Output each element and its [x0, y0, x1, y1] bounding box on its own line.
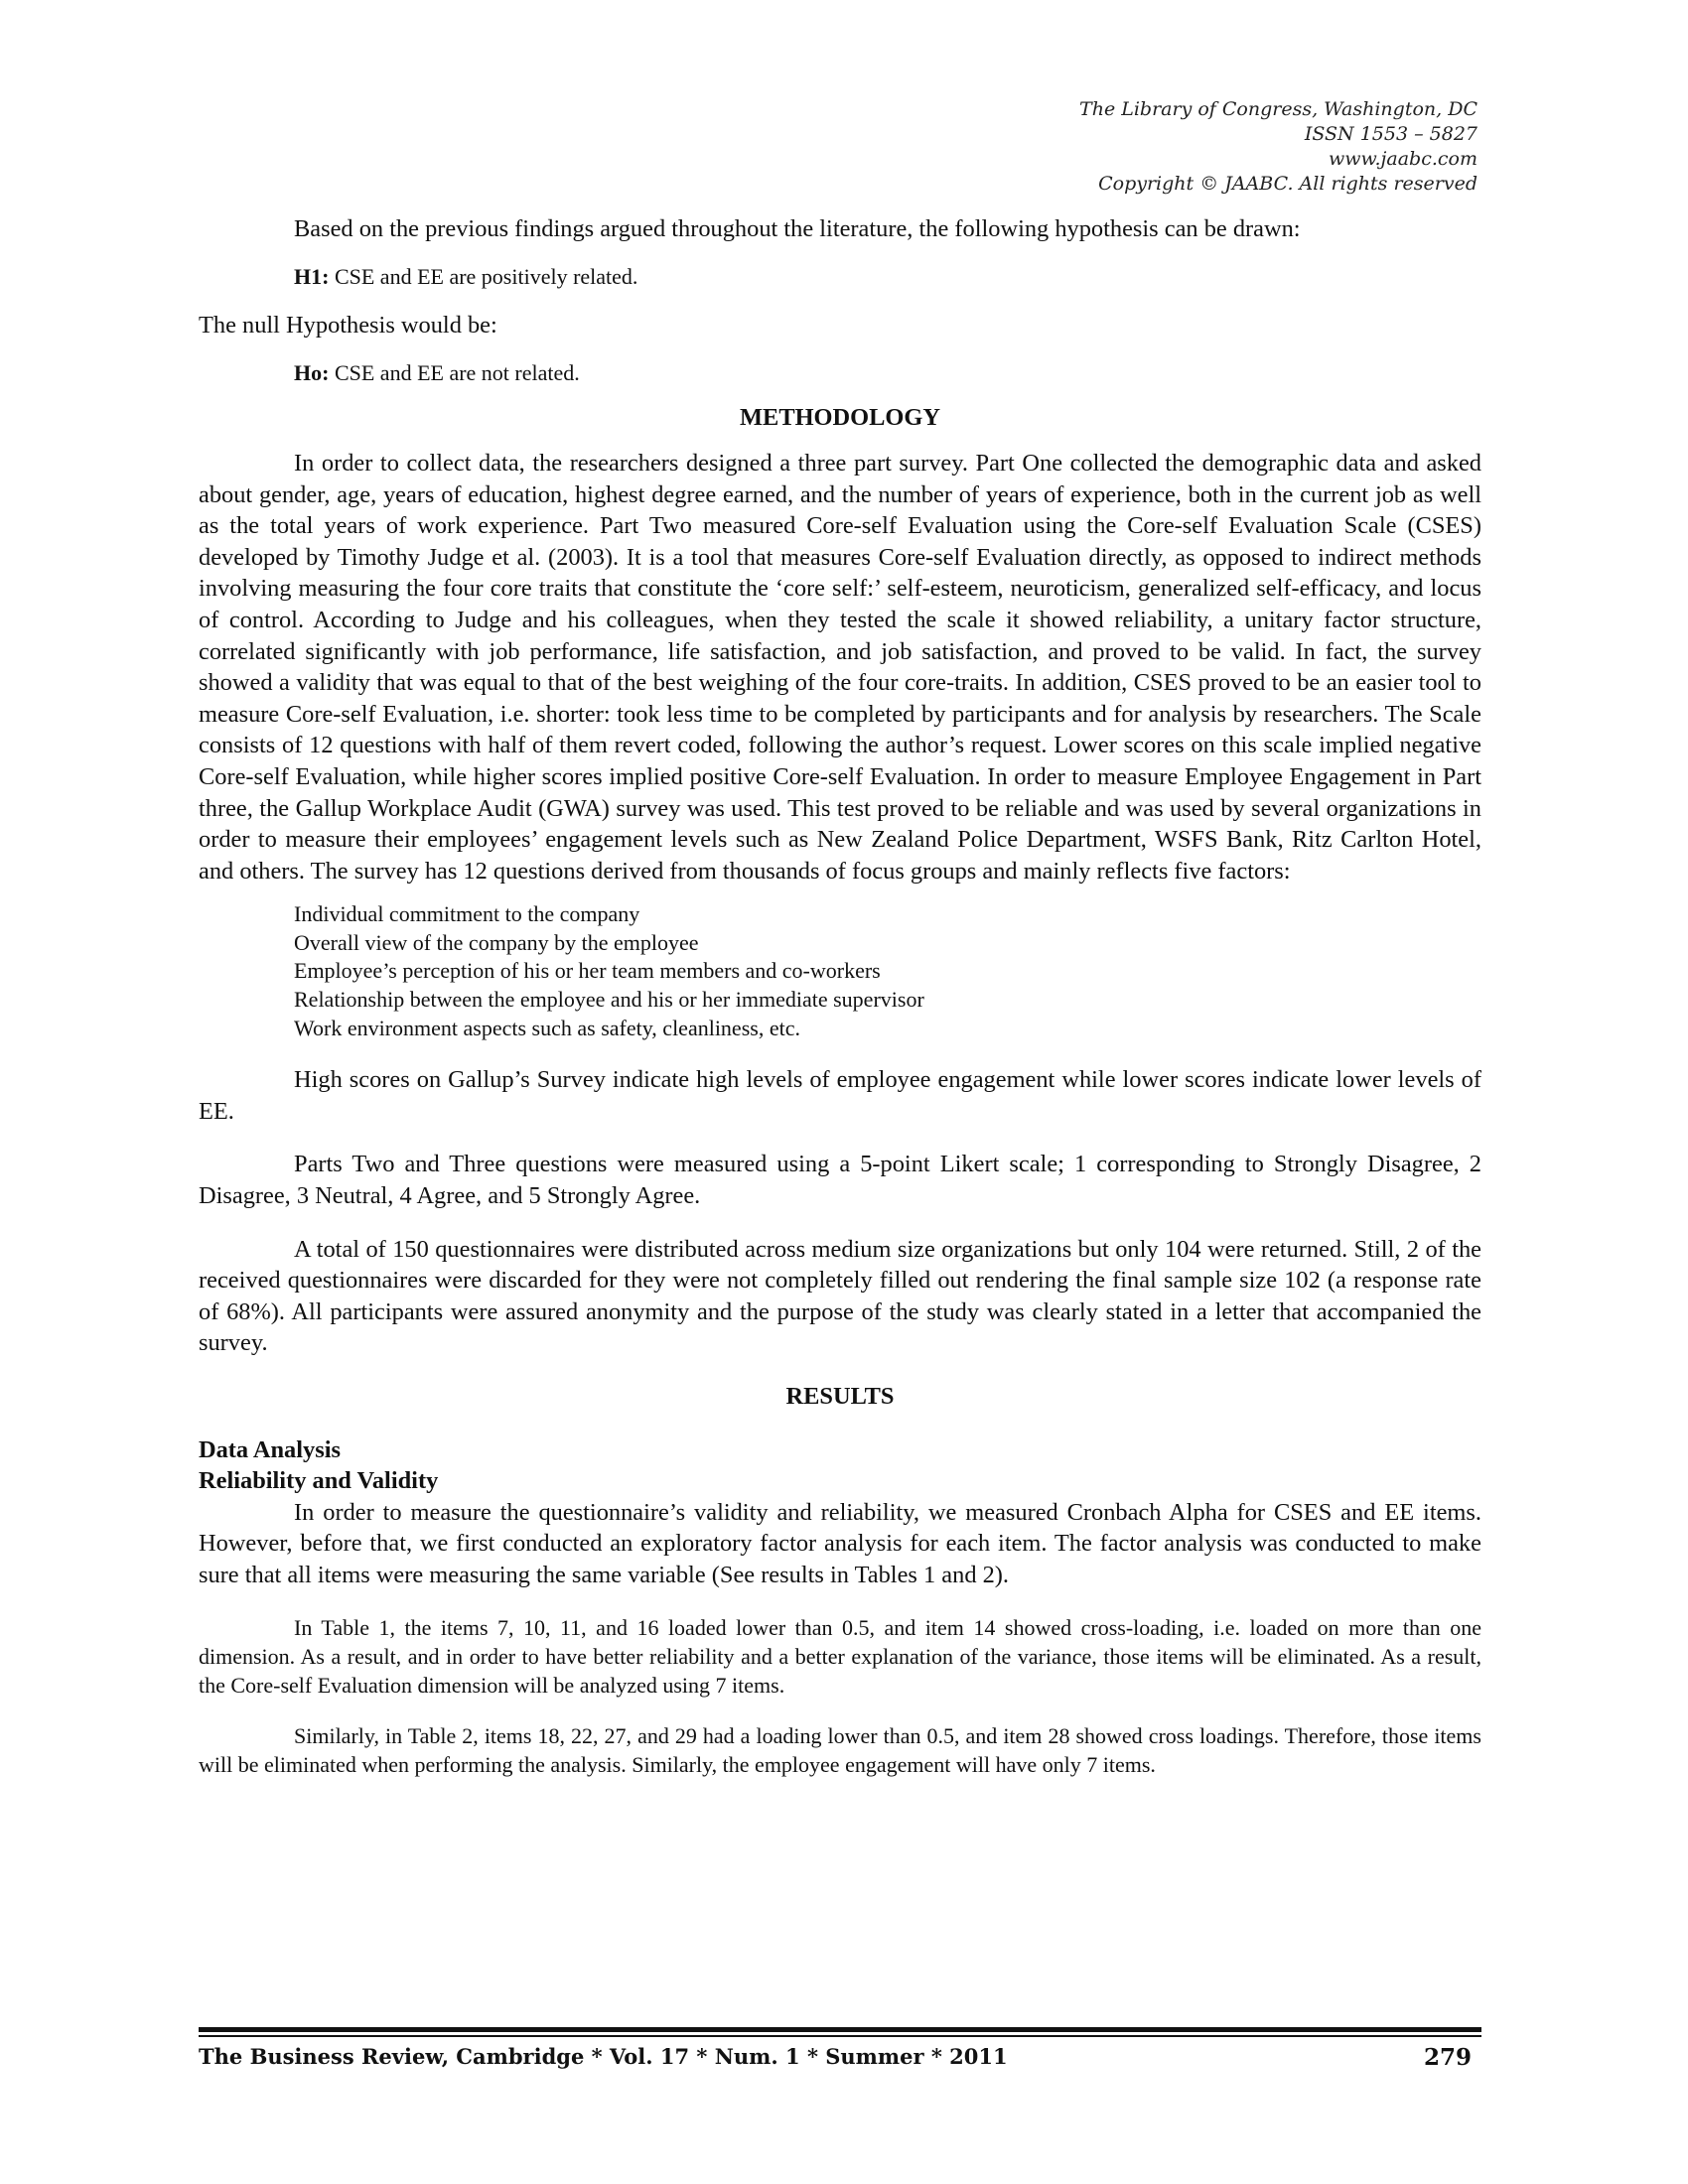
results-paragraph-2: In Table 1, the items 7, 10, 11, and 16 loaded lower than 0.5, and item 14 showed cross-loading, i.e. loaded on more than one dimension. As a result, and in order to have better reliability and a better explanation of the variance, those items will be eliminated. As a result, the Core-self Evaluation dimension will be analyzed using 7 items.: [199, 1614, 1481, 1698]
body-content: [199, 213, 1481, 1779]
factor-item: Employee’s perception of his or her team members and co-workers: [294, 958, 881, 984]
running-header: [1079, 97, 1477, 197]
hypothesis-h0-label: Ho:: [294, 359, 330, 385]
header-line-website: www.jaabc.com: [1328, 148, 1477, 170]
hypothesis-h0-text: CSE and EE are not related.: [329, 359, 580, 385]
methodology-heading: METHODOLOGY: [740, 404, 940, 432]
header-line-issn: ISSN 1553 – 5827: [1304, 123, 1477, 145]
header-line-library: The Library of Congress, Washington, DC: [1079, 98, 1477, 120]
methodology-paragraph-4: A total of 150 questionnaires were distributed across medium size organizations but only 104 were returned. Still, 2 of the received questionnaires were discarded for they were not completely filled out rendering the final sample size 102 (a response rate of 68%). All participants were assured anonymity and the purpose of the study was clearly stated in a letter that accompanied the survey.: [199, 1235, 1481, 1357]
methodology-paragraph-1: In order to collect data, the researchers designed a three part survey. Part One collected the demographic data and asked about gender, age, years of education, highest degree earned, and the number of years of experience, both in the current job as well as the total years of work experience. Part Two measured Core-self Evaluation using the Core-self Evaluation Scale (CSES) developed by Timothy Judge et al. (2003). It is a tool that measures Core-self Evaluation directly, as opposed to indirect methods involving measuring the four core traits that constitute the ‘core self:’ self-esteem, neuroticism, generalized self-efficacy, and locus of control. According to Judge and his colleagues, when they tested the scale it showed reliability, a unitary factor structure, correlated significantly with job performance, life satisfaction, and job satisfaction, and proved to be valid. In fact, the survey showed a validity that was equal to that of the best weighing of the four core-traits. In addition, CSES proved to be an easier tool to measure Core-self Evaluation, i.e. shorter: took less time to be completed by participants and for analysis by researchers. The Scale consists of 12 questions with half of them revert coded, following the author’s request. Lower scores on this scale implied negative Core-self Evaluation, while higher scores implied positive Core-self Evaluation. In order to measure Employee Engagement in Part three, the Gallup Workplace Audit (GWA) survey was used. This test proved to be reliable and was used by several organizations in order to measure their employees’ engagement levels such as New Zealand Police Department, WSFS Bank, Ritz Carlton Hotel, and others. The survey has 12 questions derived from thousands of focus groups and mainly reflects five factors:: [199, 449, 1481, 885]
footer-journal-info: The Business Review, Cambridge * Vol. 17 * Num. 1 * Summer * 2011: [199, 2044, 1008, 2069]
hypothesis-h1-label: H1:: [294, 263, 330, 289]
page-number: 279: [1423, 2044, 1472, 2071]
factor-item: Overall view of the company by the employee: [294, 929, 699, 955]
factor-item: Work environment aspects such as safety, cleanliness, etc.: [294, 1015, 800, 1040]
methodology-paragraph-2: High scores on Gallup’s Survey indicate high levels of employee engagement while lower scores indicate lower levels of EE.: [199, 1066, 1481, 1125]
results-heading: RESULTS: [785, 1383, 895, 1410]
null-hypothesis-intro: The null Hypothesis would be:: [199, 312, 497, 340]
hypothesis-h0: [294, 357, 1481, 389]
footer-rule-thick: [199, 2027, 1481, 2032]
subheading-reliability-validity: Reliability and Validity: [199, 1467, 439, 1495]
results-paragraph-3: Similarly, in Table 2, items 18, 22, 27, and 29 had a loading lower than 0.5, and item 28 showed cross loadings. Therefore, those items will be eliminated when performing the analysis. Similarly, the employee engagement will have only 7 items.: [199, 1722, 1481, 1777]
results-paragraph-1: In order to measure the questionnaire’s validity and reliability, we measured Cronbach Alpha for CSES and EE items. However, before that, we first conducted an exploratory factor analysis for each item. The factor analysis was conducted to make sure that all items were measuring the same variable (See results in Tables 1 and 2).: [199, 1498, 1481, 1588]
header-line-copyright: Copyright © JAABC. All rights reserved: [1098, 173, 1477, 195]
methodology-paragraph-3: Parts Two and Three questions were measured using a 5-point Likert scale; 1 corresponding to Strongly Disagree, 2 Disagree, 3 Neutral, 4 Agree, and 5 Strongly Agree.: [199, 1151, 1481, 1210]
intro-paragraph: Based on the previous findings argued throughout the literature, the following hypothesis can be drawn:: [294, 215, 1301, 242]
footer-rule-thin: [199, 2035, 1481, 2037]
factor-item: Relationship between the employee and his or her immediate supervisor: [294, 987, 924, 1013]
factor-list: [199, 900, 1481, 1042]
factor-item: Individual commitment to the company: [294, 901, 640, 927]
hypothesis-h1-text: CSE and EE are positively related.: [329, 263, 638, 289]
subheading-data-analysis: Data Analysis: [199, 1435, 341, 1463]
hypothesis-h1: [294, 261, 1481, 293]
